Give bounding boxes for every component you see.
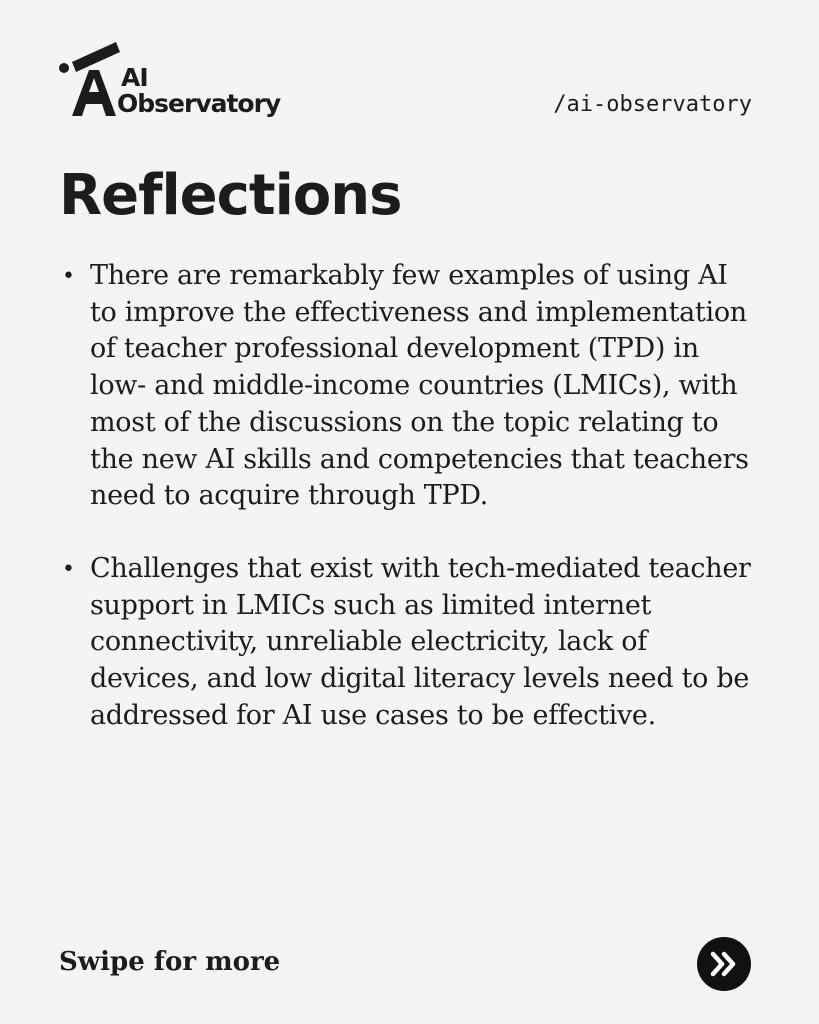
page-title: Reflections xyxy=(59,163,402,228)
swipe-hint: Swipe for more xyxy=(59,947,281,977)
reflections-list xyxy=(62,258,762,770)
brand-logo xyxy=(58,40,298,124)
logo-text-ai: AI xyxy=(121,63,148,92)
list-item xyxy=(62,551,762,735)
next-button[interactable] xyxy=(697,937,751,991)
telescope-icon xyxy=(58,40,122,120)
social-handle: /ai-observatory xyxy=(553,92,752,117)
list-item-text: Challenges that exist with tech-mediated teacher support in LMICs such as limited internet connectivity, unreliable electricity, lack of devices, and low digital literacy levels need to be addressed for AI use cases to be effective. xyxy=(90,552,751,731)
logo-text-observatory: Observatory xyxy=(117,89,281,118)
bullet-dot-icon: • xyxy=(62,264,75,289)
list-item xyxy=(62,258,762,515)
list-item-text: There are remarkably few examples of using AI to improve the effectiveness and implementation of teacher professional development (TPD) in low- and middle-income countries (LMICs), with most of the discussions on the topic relating to the new AI skills and competencies that teachers need to acquire through TPD. xyxy=(90,260,749,512)
bullet-dot-icon: • xyxy=(62,556,75,582)
double-chevron-right-icon xyxy=(709,951,739,977)
